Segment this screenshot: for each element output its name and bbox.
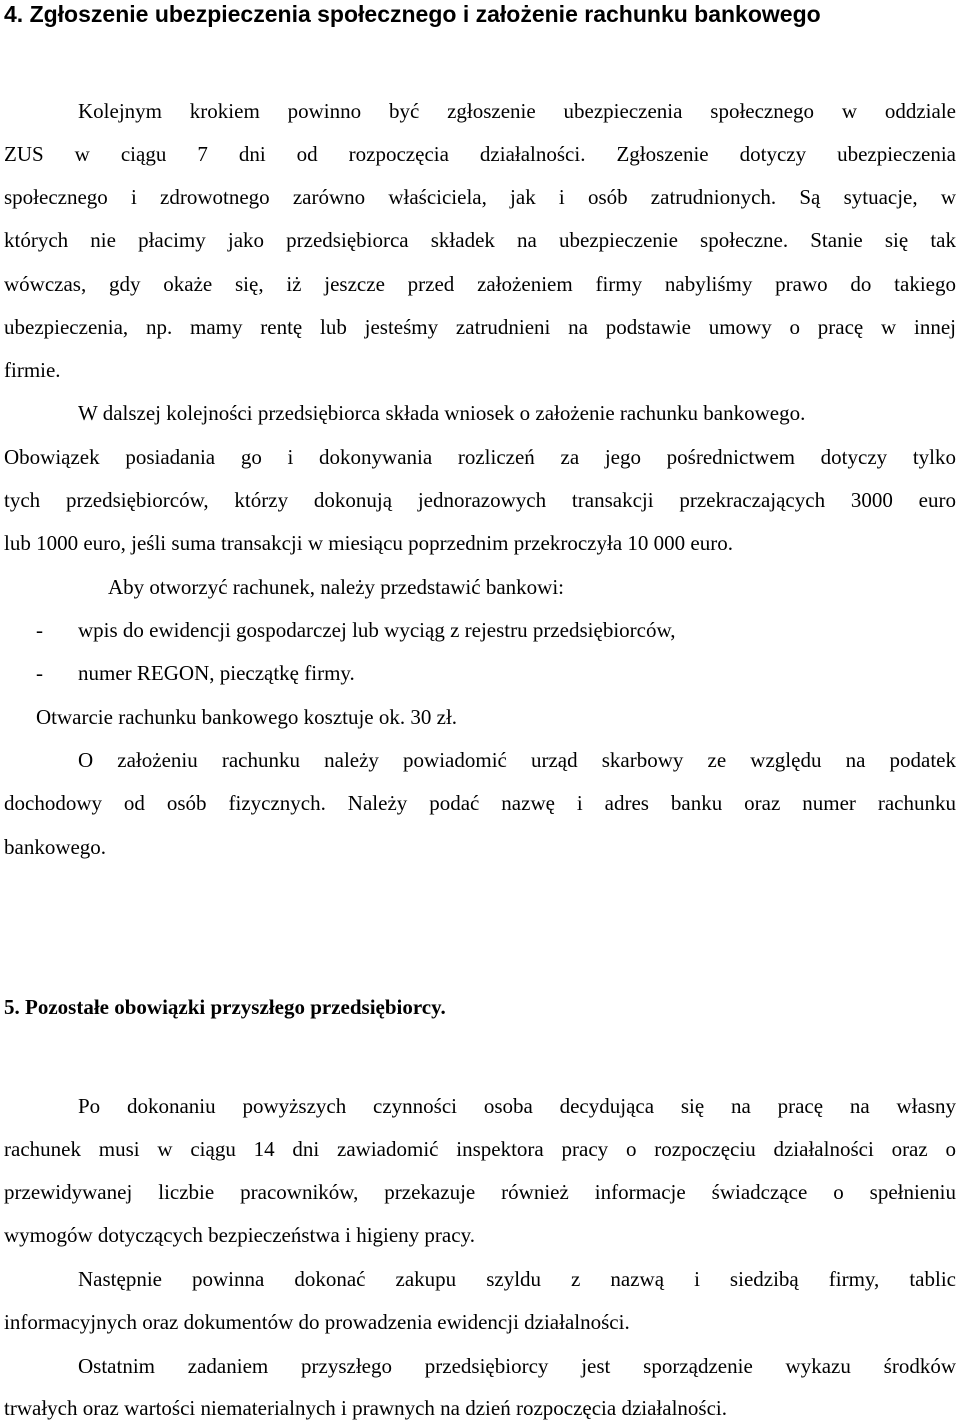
s5-p2-line-1: Następnie powinna dokonać zakupu szyldu z nazwą i siedzibą firmy, tablic: [78, 1267, 956, 1291]
s4-p5-line-3: bankowego.: [4, 835, 107, 859]
list-dash-2: -: [36, 661, 43, 685]
s4-p1-line-6: ubezpieczenia, np. mamy rentę lub jesteśmy zatrudnieni na podstawie umowy o pracę w innej: [4, 315, 956, 339]
s5-p2-line-2: informacyjnych oraz dokumentów do prowadzenia ewidencji działalności.: [4, 1310, 630, 1334]
s4-p1-line-3: społecznego i zdrowotnego zarówno właściciela, jak i osób zatrudnionych. Są sytuacje, w: [4, 185, 956, 209]
s4-p1-line-1: Kolejnym krokiem powinno być zgłoszenie ubezpieczenia społecznego w oddziale: [78, 99, 956, 123]
section-5-heading: 5. Pozostałe obowiązki przyszłego przedsiębiorcy.: [4, 995, 446, 1019]
s4-p1-line-5: wówczas, gdy okaże się, iż jeszcze przed założeniem firmy nabyliśmy prawo do takiego: [4, 272, 956, 296]
s4-p2-line-2: Obowiązek posiadania go i dokonywania rozliczeń za jego pośrednictwem dotyczy tylko: [4, 445, 956, 469]
s4-p1-line-4: których nie płacimy jako przedsiębiorca składek na ubezpieczenie społeczne. Stanie się tak: [4, 228, 956, 252]
s4-p5-line-2: dochodowy od osób fizycznych. Należy podać nazwę i adres banku oraz numer rachunku: [4, 791, 956, 815]
s4-p2-line-4: lub 1000 euro, jeśli suma transakcji w miesiącu poprzednim przekroczyła 10 000 euro.: [4, 531, 733, 555]
s5-p3-line-1: Ostatnim zadaniem przyszłego przedsiębiorcy jest sporządzenie wykazu środków: [78, 1354, 956, 1378]
s4-p3-line: Aby otworzyć rachunek, należy przedstawić bankowi:: [108, 575, 564, 599]
list-item-1: wpis do ewidencji gospodarczej lub wyciąg z rejestru przedsiębiorców,: [78, 618, 676, 642]
s5-p1-line-1: Po dokonaniu powyższych czynności osoba decydująca się na pracę na własny: [78, 1094, 956, 1118]
s4-p5-line-1: O założeniu rachunku należy powiadomić urząd skarbowy ze względu na podatek: [78, 748, 956, 772]
s5-p1-line-4: wymogów dotyczących bezpieczeństwa i higieny pracy.: [4, 1223, 475, 1247]
s4-p4-line: Otwarcie rachunku bankowego kosztuje ok. 30 zł.: [36, 705, 458, 729]
s4-p2-line-1: W dalszej kolejności przedsiębiorca składa wniosek o założenie rachunku bankowego.: [78, 401, 806, 425]
s5-p1-line-3: przewidywanej liczbie pracowników, przekazuje również informacje świadczące o spełnieniu: [4, 1180, 956, 1204]
s4-p1-line-7: firmie.: [4, 358, 61, 382]
s5-p1-line-2: rachunek musi w ciągu 14 dni zawiadomić inspektora pracy o rozpoczęciu działalności oraz o: [4, 1137, 956, 1161]
section-4-heading: 4. Zgłoszenie ubezpieczenia społecznego i założenie rachunku bankowego: [4, 1, 821, 27]
s5-p3-line-2: trwałych oraz wartości niematerialnych i prawnych na dzień rozpoczęcia działalności.: [4, 1396, 727, 1420]
s4-p2-line-3: tych przedsiębiorców, którzy dokonują jednorazowych transakcji przekraczających 3000 euro: [4, 488, 956, 512]
list-item-2: numer REGON, pieczątkę firmy.: [78, 661, 355, 685]
list-dash-1: -: [36, 618, 43, 642]
s4-p1-line-2: ZUS w ciągu 7 dni od rozpoczęcia działalności. Zgłoszenie dotyczy ubezpieczenia: [4, 142, 956, 166]
